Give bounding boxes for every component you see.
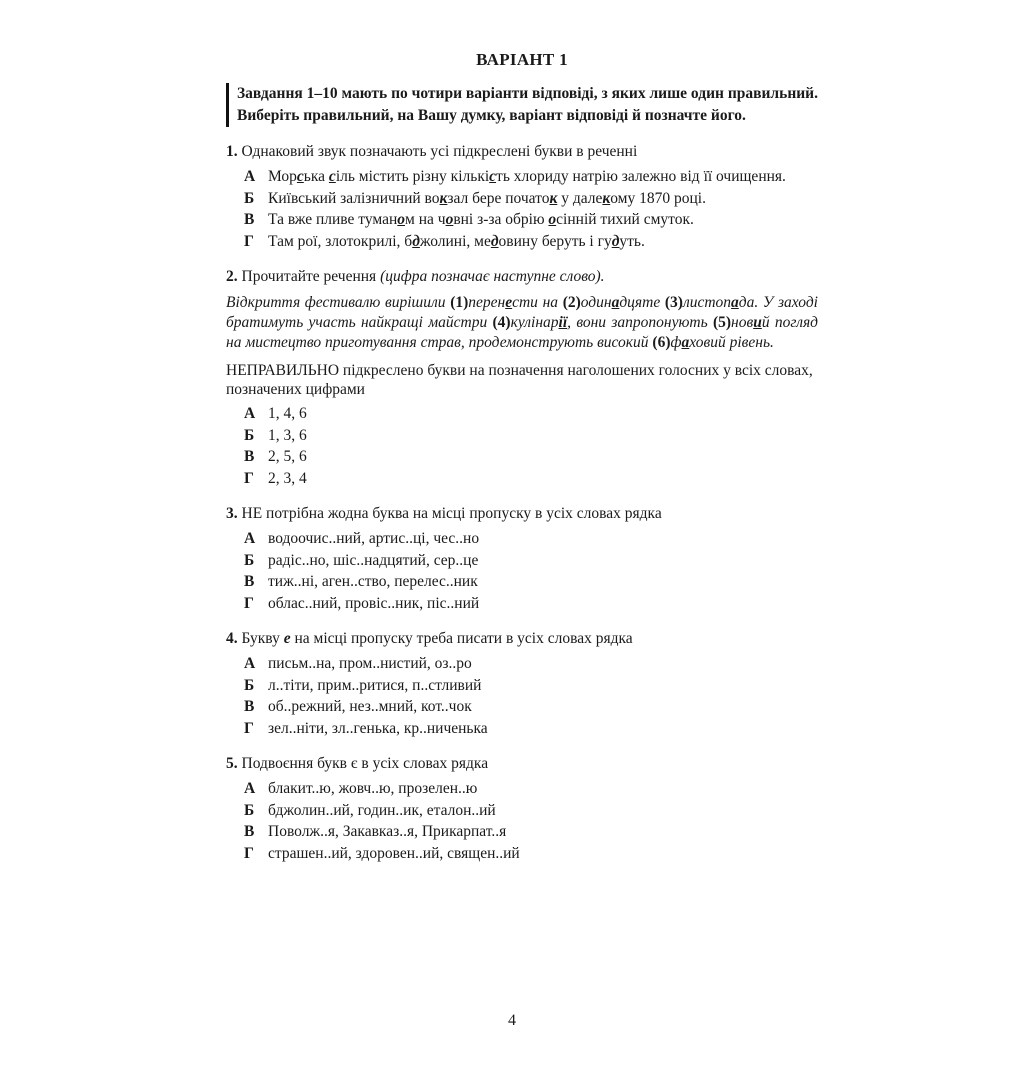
question-number: 3.: [226, 505, 238, 522]
option-text: водоочис..ний, артис..ці, чес..но: [268, 530, 480, 547]
option-g: [244, 718, 818, 740]
option-letter: В: [244, 823, 255, 840]
option-letter: А: [244, 655, 256, 672]
option-v: [244, 209, 818, 231]
option-g: [244, 593, 818, 615]
question-number: 2.: [226, 268, 238, 285]
variant-title: ВАРІАНТ 1: [476, 50, 568, 69]
option-letter: А: [244, 405, 256, 422]
question-text: Прочитайте речення: [241, 268, 377, 285]
option-text: 1, 4, 6: [268, 405, 307, 422]
option-text: тиж..ні, аген..ство, перелес..ник: [268, 573, 478, 590]
question-3: [226, 503, 818, 614]
question-prompt: НЕПРАВИЛЬНО підкреслено букви на позначення наголошених голосних у всіх словах, позначених цифрами: [226, 362, 813, 398]
option-letter: В: [244, 573, 255, 590]
option-v: [244, 446, 818, 468]
options-list: [244, 653, 818, 739]
option-letter: Г: [244, 469, 254, 487]
option-b: [244, 800, 818, 822]
option-text: л..тіти, прим..ритися, п..стливий: [268, 676, 482, 694]
question-5: [226, 753, 818, 864]
option-text: письм..на, пром..нистий, оз..ро: [268, 655, 472, 672]
question-number: 4.: [226, 630, 238, 647]
quoted-sentence: Відкриття фестивалю вирішили (1)перенести на (2)одинадцяте (3)листопада. У заході братимуть участь найкращі майстри (4)кулінарії, вони запропонують (5)новий погляд на мистецтво приготування страв, продемонструють високий (6)фаховий рівень.: [226, 294, 819, 351]
option-text: об..режний, нез..мний, кот..чок: [268, 698, 472, 715]
option-letter: А: [244, 530, 256, 547]
option-letter: Б: [244, 189, 255, 207]
question-2: [226, 266, 818, 489]
option-text: облас..ний, провіс..ник, піс..ний: [268, 594, 480, 612]
option-letter: В: [244, 448, 255, 465]
option-text: страшен..ий, здоровен..ий, священ..ий: [268, 844, 520, 862]
question-number: 5.: [226, 755, 238, 772]
question-1: [226, 141, 818, 252]
question-4: [226, 628, 818, 739]
option-letter: В: [244, 698, 255, 715]
option-letter: Б: [244, 551, 255, 569]
page-number: 4: [508, 1012, 516, 1029]
option-letter: Г: [244, 232, 254, 250]
option-a: [244, 403, 818, 425]
option-a: [244, 166, 818, 188]
option-text: Київський залізничний вокзал бере початок у далекому 1870 році.: [268, 189, 706, 207]
option-text: блакит..ю, жовч..ю, прозелен..ю: [268, 780, 478, 797]
option-text: 2, 3, 4: [268, 469, 307, 487]
instruction-block: Завдання 1–10 мають по чотири варіанти відповіді, з яких лише один правильний. Виберіть правильний, на Вашу думку, варіант відповіді й позначте його.: [226, 83, 818, 127]
option-text: Поволж..я, Закавказ..я, Прикарпат..я: [268, 823, 507, 840]
option-v: [244, 821, 818, 843]
option-letter: Б: [244, 676, 255, 694]
option-text: бджолин..ий, годин..ик, еталон..ий: [268, 801, 496, 819]
option-text: 1, 3, 6: [268, 426, 307, 444]
option-letter: В: [244, 211, 255, 228]
option-letter: Г: [244, 844, 254, 862]
option-text: 2, 5, 6: [268, 448, 307, 465]
option-letter: Б: [244, 426, 255, 444]
option-text: зел..ніти, зл..генька, кр..ниченька: [268, 719, 488, 737]
question-note: (цифра позначає наступне слово).: [380, 268, 605, 285]
question-text: Подвоєння букв є в усіх словах рядка: [241, 755, 489, 772]
question-text: НЕ потрібна жодна буква на місці пропуску в усіх словах рядка: [241, 505, 662, 522]
option-b: [244, 425, 818, 447]
option-a: [244, 653, 818, 675]
option-letter: А: [244, 780, 256, 797]
option-b: [244, 675, 818, 697]
options-list: [244, 166, 818, 252]
option-text: Там рої, злотокрилі, бджолині, медовину беруть і гудуть.: [268, 232, 645, 250]
option-b: [244, 550, 818, 572]
option-text: Та вже пливе туманом на човні з-за обрію осінній тихий смуток.: [268, 211, 694, 228]
option-letter: А: [244, 168, 256, 185]
option-g: [244, 231, 818, 253]
option-g: [244, 468, 818, 490]
option-b: [244, 188, 818, 210]
options-list: [244, 778, 818, 864]
options-list: [244, 528, 818, 614]
question-text: Букву е на місці пропуску треба писати в усіх словах рядка: [241, 630, 633, 647]
options-list: [244, 403, 818, 489]
question-number: 1.: [226, 143, 238, 160]
option-letter: Б: [244, 801, 255, 819]
option-a: [244, 778, 818, 800]
question-text: Однаковий звук позначають усі підкреслені букви в реченні: [241, 143, 638, 160]
option-a: [244, 528, 818, 550]
option-v: [244, 696, 818, 718]
option-v: [244, 571, 818, 593]
option-g: [244, 843, 818, 865]
page: [0, 50, 1024, 1074]
option-text: Морська сіль містить різну кількість хлориду натрію залежно від її очищення.: [268, 168, 786, 185]
option-text: радіс..но, шіс..надцятий, сер..це: [268, 551, 479, 569]
option-letter: Г: [244, 594, 254, 612]
option-letter: Г: [244, 719, 254, 737]
